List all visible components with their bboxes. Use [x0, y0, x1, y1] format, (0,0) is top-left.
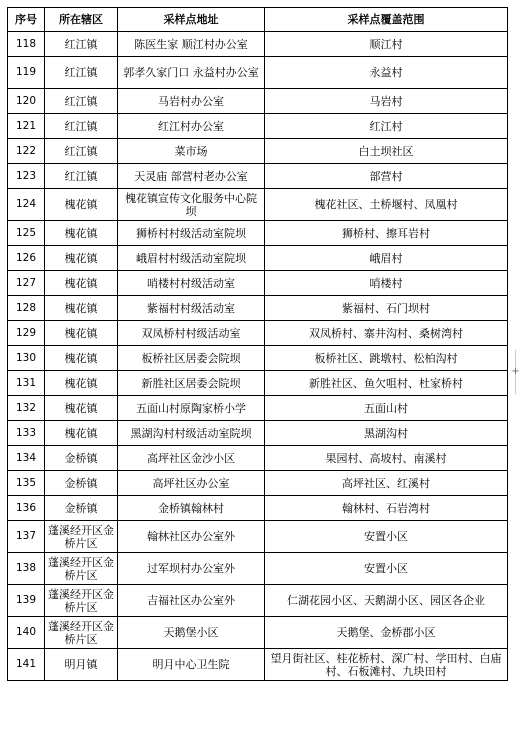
row-coverage: 新胜社区、鱼欠咀村、杜家桥村 — [265, 371, 508, 396]
row-coverage: 望月街社区、桂花桥村、深广村、学田村、白庙村、石板滩村、九块田村 — [265, 649, 508, 681]
plus-mark-icon[interactable]: + — [511, 366, 520, 377]
row-index: 136 — [8, 496, 45, 521]
row-address: 天灵庙 部营村老办公室 — [118, 164, 265, 189]
row-index: 120 — [8, 89, 45, 114]
table-row — [8, 649, 508, 681]
row-coverage: 安置小区 — [265, 553, 508, 585]
header-district: 所在辖区 — [45, 8, 118, 32]
row-index: 127 — [8, 271, 45, 296]
row-coverage: 红江村 — [265, 114, 508, 139]
row-district: 红江镇 — [45, 89, 118, 114]
row-address: 高坪社区金沙小区 — [118, 446, 265, 471]
table-container — [7, 7, 508, 681]
row-coverage: 板桥社区、跳墩村、松柏沟村 — [265, 346, 508, 371]
row-index: 138 — [8, 553, 45, 585]
row-district: 红江镇 — [45, 114, 118, 139]
row-address: 槐花镇宣传文化服务中心院坝 — [118, 189, 265, 221]
row-district: 槐花镇 — [45, 246, 118, 271]
row-coverage: 五面山村 — [265, 396, 508, 421]
row-district: 槐花镇 — [45, 396, 118, 421]
row-district: 红江镇 — [45, 164, 118, 189]
row-address: 过军坝村办公室外 — [118, 553, 265, 585]
row-district: 槐花镇 — [45, 371, 118, 396]
row-index: 140 — [8, 617, 45, 649]
row-index: 130 — [8, 346, 45, 371]
row-district: 槐花镇 — [45, 221, 118, 246]
row-district: 红江镇 — [45, 139, 118, 164]
row-address: 郭孝久家门口 永益村办公室 — [118, 57, 265, 89]
row-address: 五面山村原陶家桥小学 — [118, 396, 265, 421]
row-coverage: 紫福村、石门坝村 — [265, 296, 508, 321]
row-address: 翰林社区办公室外 — [118, 521, 265, 553]
row-district: 槐花镇 — [45, 321, 118, 346]
row-index: 129 — [8, 321, 45, 346]
row-index: 122 — [8, 139, 45, 164]
row-address: 陈医生家 顺江村办公室 — [118, 32, 265, 57]
table-row — [8, 271, 508, 296]
table-row — [8, 296, 508, 321]
row-index: 118 — [8, 32, 45, 57]
table-row — [8, 421, 508, 446]
table-row — [8, 346, 508, 371]
row-district: 金桥镇 — [45, 496, 118, 521]
row-coverage: 仁湖花园小区、天鹅湖小区、园区各企业 — [265, 585, 508, 617]
row-district: 明月镇 — [45, 649, 118, 681]
row-district: 槐花镇 — [45, 346, 118, 371]
header-index: 序号 — [8, 8, 45, 32]
row-index: 131 — [8, 371, 45, 396]
row-coverage: 部营村 — [265, 164, 508, 189]
table-row — [8, 553, 508, 585]
table-row — [8, 617, 508, 649]
row-district: 槐花镇 — [45, 296, 118, 321]
row-address: 峨眉村村级活动室院坝 — [118, 246, 265, 271]
row-index: 125 — [8, 221, 45, 246]
table-row — [8, 89, 508, 114]
row-index: 133 — [8, 421, 45, 446]
row-index: 137 — [8, 521, 45, 553]
row-district: 蓬溪经开区金桥片区 — [45, 585, 118, 617]
table-row — [8, 189, 508, 221]
table-row — [8, 246, 508, 271]
row-coverage: 高坪社区、红溪村 — [265, 471, 508, 496]
row-address: 狮桥村村级活动室院坝 — [118, 221, 265, 246]
row-index: 135 — [8, 471, 45, 496]
table-row — [8, 114, 508, 139]
row-coverage: 永益村 — [265, 57, 508, 89]
row-address: 新胜社区居委会院坝 — [118, 371, 265, 396]
row-address: 天鹅堡小区 — [118, 617, 265, 649]
row-address: 明月中心卫生院 — [118, 649, 265, 681]
row-index: 132 — [8, 396, 45, 421]
table-row — [8, 496, 508, 521]
row-address: 红江村办公室 — [118, 114, 265, 139]
row-district: 红江镇 — [45, 57, 118, 89]
table-row — [8, 164, 508, 189]
header-coverage: 采样点覆盖范围 — [265, 8, 508, 32]
row-coverage: 安置小区 — [265, 521, 508, 553]
row-coverage: 哨楼村 — [265, 271, 508, 296]
row-index: 124 — [8, 189, 45, 221]
row-address: 双凤桥村村级活动室 — [118, 321, 265, 346]
table-row — [8, 32, 508, 57]
row-address: 黑湖沟村村级活动室院坝 — [118, 421, 265, 446]
row-index: 139 — [8, 585, 45, 617]
row-coverage: 狮桥村、擦耳岩村 — [265, 221, 508, 246]
sampling-points-table — [7, 7, 508, 681]
row-district: 蓬溪经开区金桥片区 — [45, 617, 118, 649]
row-district: 蓬溪经开区金桥片区 — [45, 553, 118, 585]
table-header-row — [8, 8, 508, 32]
row-index: 128 — [8, 296, 45, 321]
row-index: 119 — [8, 57, 45, 89]
row-address: 金桥镇翰林村 — [118, 496, 265, 521]
row-district: 金桥镇 — [45, 446, 118, 471]
row-index: 126 — [8, 246, 45, 271]
row-district: 槐花镇 — [45, 189, 118, 221]
row-address: 马岩村办公室 — [118, 89, 265, 114]
row-district: 金桥镇 — [45, 471, 118, 496]
table-row — [8, 396, 508, 421]
row-address: 紫福村村级活动室 — [118, 296, 265, 321]
table-row — [8, 471, 508, 496]
row-coverage: 翰林村、石岩湾村 — [265, 496, 508, 521]
row-address: 吉福社区办公室外 — [118, 585, 265, 617]
table-row — [8, 371, 508, 396]
row-index: 123 — [8, 164, 45, 189]
row-coverage: 槐花社区、土桥堰村、凤凰村 — [265, 189, 508, 221]
row-index: 134 — [8, 446, 45, 471]
table-row — [8, 585, 508, 617]
table-row — [8, 446, 508, 471]
row-coverage: 顺江村 — [265, 32, 508, 57]
table-row — [8, 221, 508, 246]
row-address: 高坪社区办公室 — [118, 471, 265, 496]
header-address: 采样点地址 — [118, 8, 265, 32]
row-address: 菜市场 — [118, 139, 265, 164]
row-coverage: 果园村、高坡村、南溪村 — [265, 446, 508, 471]
row-district: 蓬溪经开区金桥片区 — [45, 521, 118, 553]
row-index: 121 — [8, 114, 45, 139]
row-coverage: 马岩村 — [265, 89, 508, 114]
table-row — [8, 521, 508, 553]
row-index: 141 — [8, 649, 45, 681]
table-row — [8, 57, 508, 89]
row-coverage: 双凤桥村、寨井沟村、桑树湾村 — [265, 321, 508, 346]
table-row — [8, 139, 508, 164]
table-row — [8, 321, 508, 346]
row-address: 哨楼村村级活动室 — [118, 271, 265, 296]
row-coverage: 天鹅堡、金桥郡小区 — [265, 617, 508, 649]
row-district: 槐花镇 — [45, 271, 118, 296]
row-coverage: 黑湖沟村 — [265, 421, 508, 446]
row-district: 红江镇 — [45, 32, 118, 57]
row-district: 槐花镇 — [45, 421, 118, 446]
row-coverage: 峨眉村 — [265, 246, 508, 271]
row-address: 板桥社区居委会院坝 — [118, 346, 265, 371]
row-coverage: 白土坝社区 — [265, 139, 508, 164]
